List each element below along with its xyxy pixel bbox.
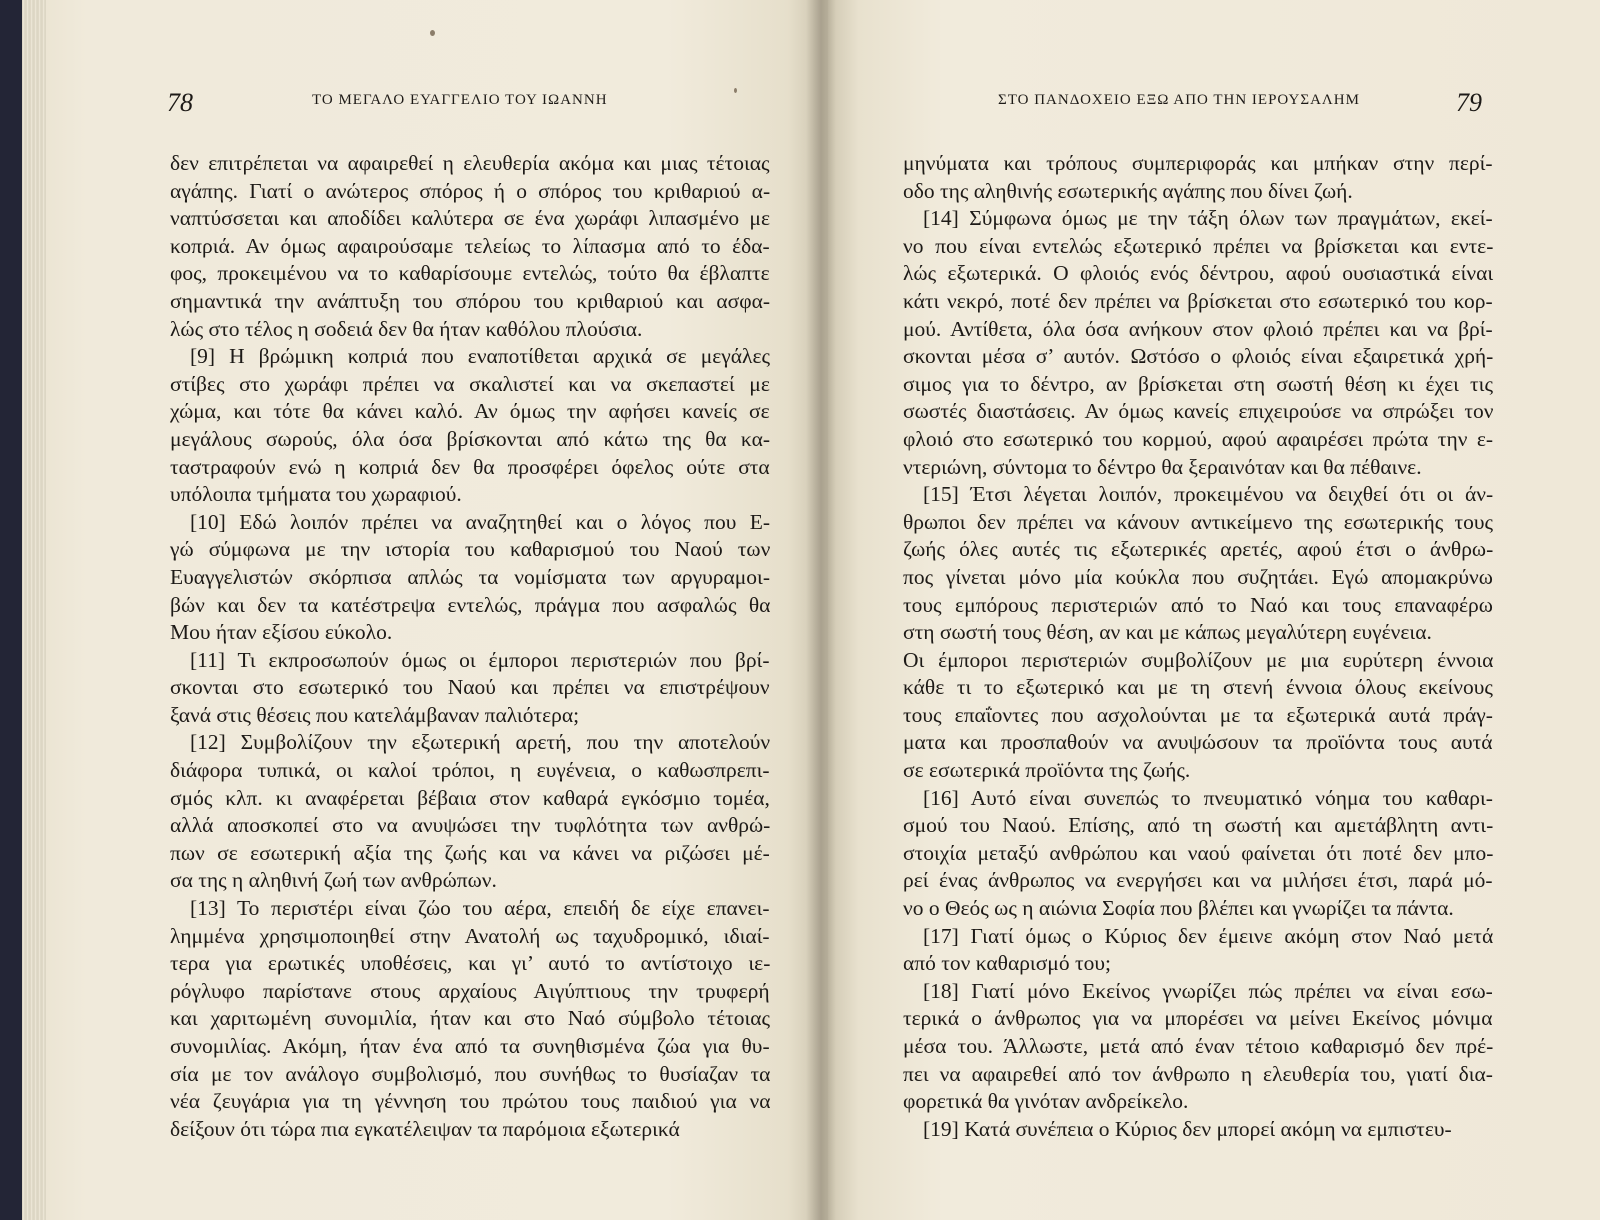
text-line: δεν επιτρέπεται να αφαιρεθεί η ελευθερία ακόμα και μιας τέτοιας xyxy=(170,151,770,175)
text-line: λώς στο τέλος η σοδειά δεν θα ήταν καθόλου πλούσια. xyxy=(170,316,643,341)
text-line: ντεριώνη, σύντομα το δέντρο θα ξεραινόταν και θα πέθαινε. xyxy=(903,454,1422,479)
text-line: μέσα του. Άλλωστε, μετά από έναν τέτοιο καθαρισμό δεν πρέ- xyxy=(903,1034,1494,1058)
text-line: κοπριά. Αν όμως αφαιρούσαμε τελείως το λίπασμα από το έδα- xyxy=(170,233,770,258)
text-line: στίβες στο χωράφι πρέπει να σκαλιστεί και να σκεπαστεί με xyxy=(170,371,770,396)
text-line: πων σε εσωτερική αξία της ζωής και να κάνει να ριζώσει μέ- xyxy=(170,840,770,865)
text-line: μηνύματα και τρόπους συμπεριφοράς και μπήκαν στην περί- xyxy=(903,151,1493,175)
text-line: σημαντικά την ανάπτυξη του σπόρου του κριθαριού και ασφα- xyxy=(170,288,771,313)
text-line: λώς εξωτερικά. Ο φλοιός ενός δέντρου, αφού ουσιαστικά είναι xyxy=(903,261,1494,286)
running-head: ΤΟ ΜΕΓΑΛΟ ΕΥΑΓΓΕΛΙΟ ΤΟΥ ΙΩΑΝΝΗ xyxy=(312,92,608,108)
text-line: στη σωστή τους θέση, αν και με κάπως μεγαλύτερη ευγένεια. xyxy=(903,620,1432,645)
text-line: ζωής όλες αυτές τις εξωτερικές αρετές, αφού έτσι ο άνθρω- xyxy=(903,537,1494,562)
text-line: σα της η αληθινή ζωή των ανθρώπων. xyxy=(170,868,497,893)
text-line: πος γίνεται μόνο μία κούκλα που συζητάει. Εγώ απομακρύνω xyxy=(903,564,1493,589)
text-line: νο που είναι εντελώς εξωτερικό πρέπει να βρίσκεται και εντε- xyxy=(903,233,1494,258)
text-line: Μου ήταν εξίσου εύκολο. xyxy=(170,620,393,645)
text-line: ρεί ένας άνθρωπος να ενεργήσει και να μιλήσει έτσι, παρά μό- xyxy=(903,868,1493,893)
text-line: τερικά ο άνθρωπος για να μπορέσει να μείνει Εκείνος μόνιμα xyxy=(903,1006,1493,1031)
book-gutter xyxy=(806,0,836,1220)
text-line: [15] Έτσι λέγεται λοιπόν, προκειμένου να δειχθεί ότι οι άν- xyxy=(923,482,1494,507)
text-line: βών και δεν τα κατέστρεψα εντελώς, πράγμα που ασφαλώς θα xyxy=(170,592,771,617)
text-line: λημμένα χρησιμοποιηθεί στην Ανατολή ως ταχυδρομικό, ιδιαί- xyxy=(170,923,770,948)
text-line: υπόλοιπα τμήματα του χωραφιού. xyxy=(170,482,462,507)
text-line: αλλά αποσκοπεί στο να ανυψώσει την τυφλότητα των ανθρώ- xyxy=(170,813,771,838)
text-line: στοιχία μεταξύ ανθρώπου και ναού φαίνεται ότι ποτέ δεν μπο- xyxy=(903,840,1494,865)
text-line: [14] Σύμφωνα όμως με την τάξη όλων των πραγμάτων, εκεί- xyxy=(923,206,1493,231)
text-line: σμού του Ναού. Επίσης, από τη σωστή και αμετάβλητη αντι- xyxy=(903,813,1494,838)
text-line: ματα και προσπαθούν να ανυψώσουν τα προϊόντα τους αυτά xyxy=(903,730,1493,755)
right-page-text xyxy=(903,150,1493,1143)
text-line: και χαριτωμένη συνομιλία, ήταν και στο Ναό σύμβολο τέτοιας xyxy=(170,1006,771,1031)
left-page-text xyxy=(170,150,770,1143)
text-line: [10] Εδώ λοιπόν πρέπει να αναζητηθεί και ο λόγος που Ε- xyxy=(190,509,771,534)
text-line: [16] Αυτό είναι συνεπώς το πνευματικό νόημα του καθαρι- xyxy=(923,785,1493,810)
text-line: Ευαγγελιστών σκόρπισα απλώς τα νομίσματα των αργυραμοι- xyxy=(170,564,770,589)
text-line: Οι έμποροι περιστεριών συμβολίζουν με μια ευρύτερη έννοια xyxy=(903,647,1494,672)
text-line: τερα για ερωτικές υποθέσεις, και γι’ αυτό το αντίστοιχο ιε- xyxy=(170,951,771,976)
page-edges xyxy=(22,0,46,1220)
text-line: ρόγλυφο παρίστανε στους αρχαίους Αιγύπτιους την τρυφερή xyxy=(170,978,770,1003)
text-line: κάτι νεκρό, ποτέ δεν πρέπει να βρίσκεται στο εσωτερικό του κορ- xyxy=(903,288,1493,313)
page-number: 79 xyxy=(1456,88,1482,117)
running-head: ΣΤΟ ΠΑΝΔΟΧΕΙΟ ΕΞΩ ΑΠΟ ΤΗΝ ΙΕΡΟΥΣΑΛΗΜ xyxy=(998,92,1360,108)
text-line: ξανά στις θέσεις που κατελάμβαναν παλιότερα; xyxy=(170,702,580,727)
text-line: οδο της αληθινής εσωτερικής αγάπης που δίνει ζωή. xyxy=(903,178,1353,203)
text-line: θρωποι δεν πρέπει να κάνουν αντικείμενο της εσωτερικής τους xyxy=(903,509,1494,534)
text-line: [18] Γιατί μόνο Εκείνος γνωρίζει πώς πρέπει να είναι εσω- xyxy=(923,978,1493,1003)
text-line: σε εσωτερικά προϊόντα της ζωής. xyxy=(903,758,1191,783)
ink-speck xyxy=(734,88,737,93)
text-line: [12] Συμβολίζουν την εξωτερική αρετή, που την αποτελούν xyxy=(190,730,771,755)
text-line: μού. Αντίθετα, όλα όσα ανήκουν στον φλοιό πρέπει και να βρί- xyxy=(903,316,1493,341)
text-line: ταστραφούν ενώ η κοπριά δεν θα προσφέρει όφελος ούτε στα xyxy=(170,454,770,479)
text-line: [17] Γιατί όμως ο Κύριος δεν έμεινε ακόμη στον Ναό μετά xyxy=(923,923,1494,948)
text-line: νο ο Θεός ως η αιώνια Σοφία που βλέπει και γνωρίζει τα πάντα. xyxy=(903,896,1454,921)
text-line: συνομιλίας. Ακόμη, ήταν ένα από τα συνηθισμένα ζώα για θυ- xyxy=(170,1034,770,1058)
text-line: [19] Κατά συνέπεια ο Κύριος δεν μπορεί ακόμη να εμπιστευ- xyxy=(923,1116,1452,1141)
text-line: πει να αφαιρεθεί από τον άνθρωπο η ελευθερία του, γιατί δια- xyxy=(903,1061,1493,1086)
text-line: αγάπης. Γιατί ο ανώτερος σπόρος ή ο σπόρος του κριθαριού α- xyxy=(170,178,771,203)
text-line: [9] Η βρώμικη κοπριά που εναποτίθεται αρχικά σε μεγάλες xyxy=(190,344,770,369)
right-page xyxy=(828,0,1600,1220)
text-line: μεγάλους σωρούς, όλα όσα βρίσκονται από κάτω της θα κα- xyxy=(170,426,770,451)
text-line: φορετικά θα γινόταν ανδρείκελο. xyxy=(903,1089,1189,1114)
text-line: διάφορα τυπικά, οι καλοί τρόποι, η ευγένεια, ο καθωσπρεπι- xyxy=(170,758,770,783)
text-line: [11] Τι εκπροσωπούν όμως οι έμποροι περιστεριών που βρί- xyxy=(190,647,770,672)
text-line: [13] Το περιστέρι είναι ζώο του αέρα, επειδή δε είχε επανει- xyxy=(190,896,770,921)
text-line: σωστές διαστάσεις. Αν όμως κανείς επιχειρούσε να σπρώξει τον xyxy=(903,399,1494,424)
text-line: ναπτύσσεται και αποδίδει καλύτερα σε ένα χωράφι λιπασμένο με xyxy=(170,206,770,231)
text-line: νέα ζευγάρια για τη γέννηση του πρώτου τους παιδιού για να xyxy=(170,1089,771,1114)
text-line: σιμος για το δέντρο, αν βρίσκεται στη σωστή θέση κι έχει τις xyxy=(903,371,1493,396)
text-line: φλοιό στο εσωτερικό του κορμού, αφού αφαιρέσει πρώτα την ε- xyxy=(903,426,1494,451)
text-line: φος, προκειμένου να το καθαρίσουμε εντελώς, τούτο θα έβλαπτε xyxy=(170,261,770,286)
text-line: σία με τον ανάλογο συμβολισμό, που συνήθως το θυσίαζαν τα xyxy=(170,1061,771,1086)
text-line: από τον καθαρισμό του; xyxy=(903,951,1111,976)
text-line: τους εμπόρους περιστεριών από το Ναό και τους επαναφέρω xyxy=(903,592,1493,617)
page-number: 78 xyxy=(167,88,193,117)
text-line: σμός κλπ. κι αναφέρεται βέβαια στον καθαρά εγκόσμιο τομέα, xyxy=(170,785,770,810)
left-page xyxy=(22,0,828,1220)
text-line: δείξουν ότι τώρα πια εγκατέλειψαν τα παρόμοια εξωτερικά xyxy=(170,1116,680,1141)
text-line: σκονται στο εσωτερικό του Ναού και πρέπει να επιστρέψουν xyxy=(170,675,770,700)
text-line: χώμα, και τότε θα κάνει καλό. Αν όμως την αφήσει κανείς σε xyxy=(170,399,770,424)
text-line: τους επαΐοντες που ασχολούνται με τα εξωτερικά αυτά πράγ- xyxy=(903,702,1493,727)
text-line: κάθε τι το εξωτερικό και με τη στενή έννοια όλους εκείνους xyxy=(903,675,1493,700)
ink-speck xyxy=(430,30,435,36)
text-line: σκονται μέσα σ’ αυτόν. Ωστόσο ο φλοιός είναι εξαιρετικά χρή- xyxy=(903,344,1494,369)
text-line: γώ σύμφωνα με την ιστορία του καθαρισμού του Ναού των xyxy=(170,537,771,562)
